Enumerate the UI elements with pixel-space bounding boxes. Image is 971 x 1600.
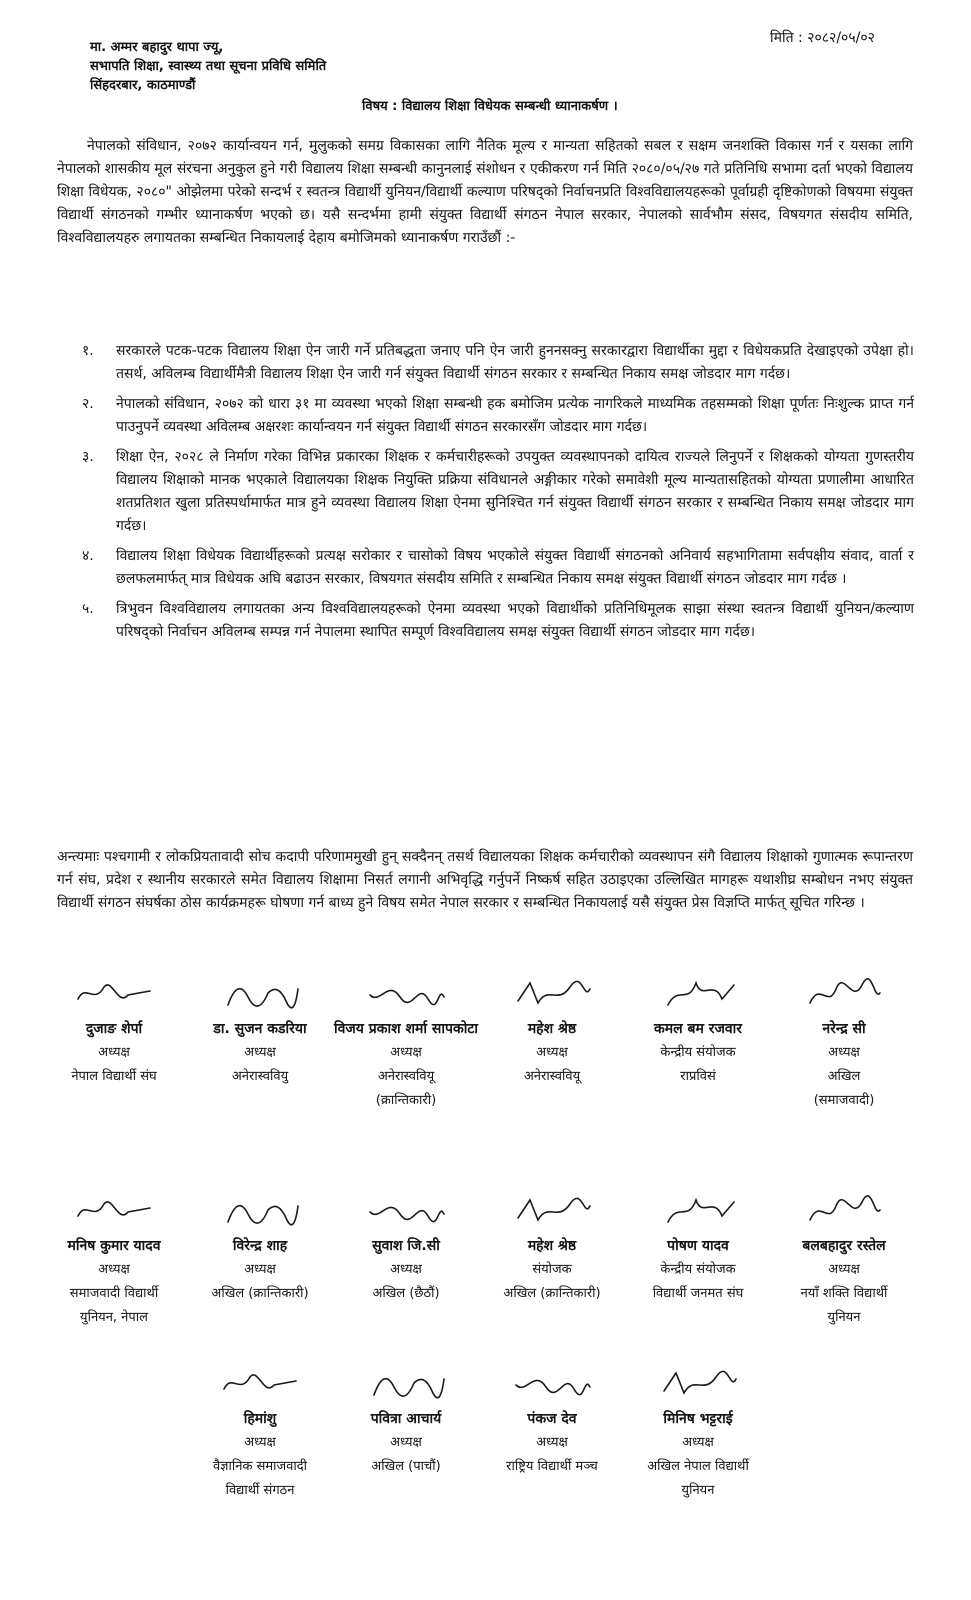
signatory-role: अध्यक्ष (390, 1045, 422, 1060)
signatory-block (624, 1365, 772, 1503)
signatory-name: विरेन्द्र शाह (232, 1238, 288, 1254)
signature-mark (40, 1192, 188, 1234)
signatory-name: बलबहादुर रस्तेल (802, 1238, 886, 1254)
signatory-organization: अखिल (छैठौं) (372, 1286, 440, 1301)
signatory-organization: विद्यार्थी संगठन (225, 1483, 295, 1498)
signatory-role: अध्यक्ष (244, 1045, 276, 1060)
list-item (82, 545, 914, 591)
signature-mark (186, 975, 334, 1017)
signatory-name: कमल बम रजवार (654, 1021, 742, 1037)
date-line: मिति : २०८२/०५/०२ (770, 30, 875, 46)
signature-mark (624, 1192, 772, 1234)
signatory-role: केन्द्रीय संयोजक (660, 1045, 736, 1060)
signatory-name: मनिष कुमार यादव (67, 1238, 161, 1254)
signatory-name: नरेन्द्र सी (822, 1021, 866, 1037)
signatory-block (478, 1365, 626, 1479)
list-item (82, 598, 914, 644)
signatory-name: दुजाङ शेर्पा (85, 1021, 143, 1037)
signatory-name: डा. सुजन कडरिया (213, 1021, 307, 1037)
signatory-block (40, 975, 188, 1089)
signatory-block (770, 1192, 918, 1330)
signatory-organization: अखिल नेपाल विद्यार्थी (647, 1459, 749, 1474)
recipient-line: सभापति शिक्षा, स्वास्थ्य तथा सूचना प्रविधि समिति (90, 59, 327, 74)
signature-mark (770, 1192, 918, 1234)
item-number: ३. (82, 449, 94, 465)
signatory-name: महेश श्रेष्ठ (527, 1238, 577, 1254)
signature-mark (624, 975, 772, 1017)
item-text: विद्यालय शिक्षा विधेयक विद्यार्थीहरूको प्रत्यक्ष सरोकार र चासोको विषय भएकोले संयुक्त विद्यार्थी संगठनको अनिवार्य सहभागितामा सर्वपक्षीय संवाद, वार्ता र छलफलमार्फत् मात्र विधेयक अघि बढाउन सरकार, विषयगत संसदीय समिति र सम्बन्धित निकाय समक्ष संयुक्त विद्यार्थी संगठन जोडदार माग गर्दछ । (116, 548, 914, 587)
recipient-line: मा. अम्मर बहादुर थापा ज्यू, (90, 40, 224, 55)
signatory-organization: अखिल (पाचौं) (371, 1459, 441, 1474)
signatory-role: अध्यक्ष (244, 1262, 276, 1277)
signatory-block (478, 975, 626, 1089)
signatory-block (332, 1365, 480, 1479)
signatory-name: हिमांशु (243, 1411, 277, 1427)
signatory-block (770, 975, 918, 1113)
signatory-organization: अखिल (क्रान्तिकारी) (211, 1286, 309, 1301)
signatory-organization: अनेरास्ववियु (231, 1069, 289, 1084)
recipient-line: सिंहदरबार, काठमाण्डौं (90, 78, 196, 93)
item-text: शिक्षा ऐन, २०२८ ले निर्माण गरेका विभिन्न प्रकारका शिक्षक र कर्मचारीहरूको उपयुक्त व्यवस्थापनको दायित्व राज्यले लिनुपर्ने र शिक्षकको योग्यता गुणस्तरीय विद्यालय शिक्षाको मानक भएकाले विद्यालयका शिक्षक नियुक्ति प्रक्रिया संविधानले अङ्गीकार गरेको समावेशी मूल्य मान्यतासहितको योग्यता प्रणालीमा आधारित शतप्रतिशत खुला प्रतिस्पर्धामार्फत मात्र हुने व्यवस्था विद्यालय शिक्षा ऐनमा सुनिश्चित गर्न संयुक्त विद्यार्थी संगठन सरकार र सम्बन्धित निकाय समक्ष जोडदार माग गर्दछ। (116, 449, 914, 534)
signatory-organization: समाजवादी विद्यार्थी (69, 1286, 159, 1301)
signature-mark (770, 975, 918, 1017)
signatory-organization: (समाजवादी) (813, 1093, 875, 1108)
signature-mark (186, 1365, 334, 1407)
signatory-name: मिनिष भट्टराई (663, 1411, 733, 1427)
signatory-block (332, 1192, 480, 1306)
item-number: १. (82, 343, 94, 359)
signatory-block (624, 975, 772, 1089)
signatory-block (186, 975, 334, 1089)
signatory-role: अध्यक्ष (390, 1262, 422, 1277)
signatory-name: पंकज देव (527, 1411, 577, 1427)
signature-mark (478, 1365, 626, 1407)
closing-paragraph: अन्त्यमाः पश्चगामी र लोकप्रियतावादी सोच कदापी परिणाममुखी हुन् सक्दैनन् तसर्थ विद्यालयका शिक्षक कर्मचारीको व्यवस्थापन संगै विद्यालय शिक्षाको गुणात्मक रूपान्तरण गर्न संघ, प्रदेश र स्थानीय सरकारले समेत विद्यालय शिक्षामा निसर्त लगानी अभिवृद्धि गर्नुपर्ने निष्कर्ष सहित उठाइएका उल्लिखित मागहरू यथाशीघ्र सम्बोधन नभए संयुक्त विद्यार्थी संगठन संघर्षका ठोस कार्यक्रमहरू घोषणा गर्न बाध्य हुने विषय समेत नेपाल सरकार र सम्बन्धित निकायलाई यसै संयुक्त प्रेस विज्ञप्ति मार्फत् सूचित गरिन्छ । (57, 849, 913, 911)
signature-mark (186, 1192, 334, 1234)
signatory-block (186, 1192, 334, 1306)
signatory-role: अध्यक्ष (244, 1435, 276, 1450)
signatory-organization: अनेरास्ववियू (523, 1069, 581, 1084)
signatory-name: पवित्रा आचार्य (370, 1411, 442, 1427)
signatory-block (40, 1192, 188, 1330)
list-item (82, 446, 914, 538)
signatory-name: सुवाश जि.सी (372, 1238, 440, 1254)
list-item (82, 340, 914, 386)
signatory-role: अध्यक्ष (98, 1262, 130, 1277)
signature-mark (332, 1192, 480, 1234)
signatory-block (478, 1192, 626, 1306)
signatory-role: अध्यक्ष (390, 1435, 422, 1450)
signatory-role: अध्यक्ष (828, 1262, 860, 1277)
signatory-block (332, 975, 480, 1113)
signatory-organization: अनेरास्ववियू (377, 1069, 435, 1084)
signatory-block (624, 1192, 772, 1306)
item-number: ५. (82, 601, 94, 617)
item-text: सरकारले पटक-पटक विद्यालय शिक्षा ऐन जारी गर्ने प्रतिबद्धता जनाए पनि ऐन जारी हुननसक्नु सरकारद्वारा विद्यार्थीका मुद्दा र विधेयकप्रति देखाइएको उपेक्षा हो। तसर्थ, अविलम्ब विद्यार्थीमैत्री विद्यालय शिक्षा ऐन जारी गर्न संयुक्त विद्यार्थी संगठन सरकार र सम्बन्धित निकाय समक्ष जोडदार माग गर्दछ। (116, 343, 914, 382)
signatory-block (186, 1365, 334, 1503)
signatory-role: संयोजक (532, 1262, 572, 1277)
signature-mark (40, 975, 188, 1017)
signatory-role: अध्यक्ष (536, 1435, 568, 1450)
signature-mark (624, 1365, 772, 1407)
signatory-organization: अखिल (क्रान्तिकारी) (503, 1286, 601, 1301)
item-text: त्रिभुवन विश्वविद्यालय लगायतका अन्य विश्वविद्यालयहरूको ऐनमा व्यवस्था भएको विद्यार्थीको प्रतिनिधिमूलक साझा संस्था स्वतन्त्र विद्यार्थी युनियन/कल्याण परिषद्को निर्वाचन अविलम्ब सम्पन्न गर्न नेपालमा स्थापित सम्पूर्ण विश्वविद्यालय समक्ष संयुक्त विद्यार्थी संगठन जोडदार माग गर्दछ। (116, 601, 914, 640)
signatory-organization: (क्रान्तिकारी) (375, 1093, 437, 1108)
signatory-organization: युनियन (681, 1483, 715, 1498)
signatory-organization: वैज्ञानिक समाजवादी (212, 1459, 308, 1474)
signatory-organization: विद्यार्थी जनमत संघ (652, 1286, 744, 1301)
signatory-role: अध्यक्ष (828, 1045, 860, 1060)
signatory-role: अध्यक्ष (98, 1045, 130, 1060)
signatory-organization: राप्रविसं (680, 1069, 716, 1084)
signatory-name: विजय प्रकाश शर्मा सापकोटा (333, 1021, 479, 1037)
signatory-name: पोषण यादव (667, 1238, 729, 1254)
list-item (82, 393, 914, 439)
signatory-role: अध्यक्ष (682, 1435, 714, 1450)
signature-mark (478, 975, 626, 1017)
demand-list (82, 340, 914, 651)
signatory-organization: युनियन (827, 1310, 861, 1325)
signatory-organization: राष्ट्रिय विद्यार्थी मञ्च (506, 1459, 598, 1474)
item-number: २. (82, 396, 94, 412)
signature-mark (478, 1192, 626, 1234)
signatory-organization: युनियन, नेपाल (80, 1310, 148, 1325)
signature-mark (332, 1365, 480, 1407)
signatory-organization: नेपाल विद्यार्थी संघ (71, 1069, 157, 1084)
signature-mark (332, 975, 480, 1017)
signatory-organization: अखिल (827, 1069, 861, 1084)
recipient-address (90, 38, 326, 95)
item-text: नेपालको संविधान, २०७२ को धारा ३१ मा व्यवस्था भएको शिक्षा सम्बन्धी हक बमोजिम प्रत्येक नागरिकले माध्यमिक तहसम्मको शिक्षा पूर्णतः निःशुल्क प्राप्त गर्न पाउनुपर्ने व्यवस्था अविलम्ब अक्षरशः कार्यान्वयन गर्न संयुक्त विद्यार्थी संगठन सरकारसँग जोडदार माग गर्दछ। (116, 396, 914, 435)
signatory-organization: नयाँ शक्ति विद्यार्थी (800, 1286, 888, 1301)
item-number: ४. (82, 548, 94, 564)
subject-line: विषय : विद्यालय शिक्षा विधेयक सम्बन्धी ध्यानाकर्षण । (362, 99, 618, 114)
signatory-role: केन्द्रीय संयोजक (660, 1262, 736, 1277)
signatory-role: अध्यक्ष (536, 1045, 568, 1060)
intro-paragraph: नेपालको संविधान, २०७२ कार्यान्वयन गर्न, मुलुकको समग्र विकासका लागि नैतिक मूल्य र मान्यता सहितको सबल र सक्षम जनशक्ति विकास गर्न र यसका लागि नेपालको शासकीय मूल संरचना अनुकुल हुने गरी विद्यालय शिक्षा सम्बन्धी कानुनलाई संशोधन र एकीकरण गर्न मिति २०८०/०५/२७ गते प्रतिनिधि सभामा दर्ता भएको विद्यालय शिक्षा विधेयक, २०८०" ओझेलमा परेको सन्दर्भ र स्वतन्त्र विद्यार्थी युनियन/विद्यार्थी कल्याण परिषद्को निर्वाचनप्रति विश्वविद्यालयहरूको पूर्वाग्रही दृष्टिकोणको विषयमा संयुक्त विद्यार्थी संगठनको गम्भीर ध्यानाकर्षण भएको छ। यसै सन्दर्भमा हामी संयुक्त विद्यार्थी संगठन नेपाल सरकार, नेपालको सार्वभौम संसद, विषयगत संसदीय समिति, विश्वविद्यालयहरु लगायतका सम्बन्धित निकायलाई देहाय बमोजिमको ध्यानाकर्षण गराउँछौं :- (57, 138, 913, 246)
signatory-name: महेश श्रेष्ठ (527, 1021, 577, 1037)
